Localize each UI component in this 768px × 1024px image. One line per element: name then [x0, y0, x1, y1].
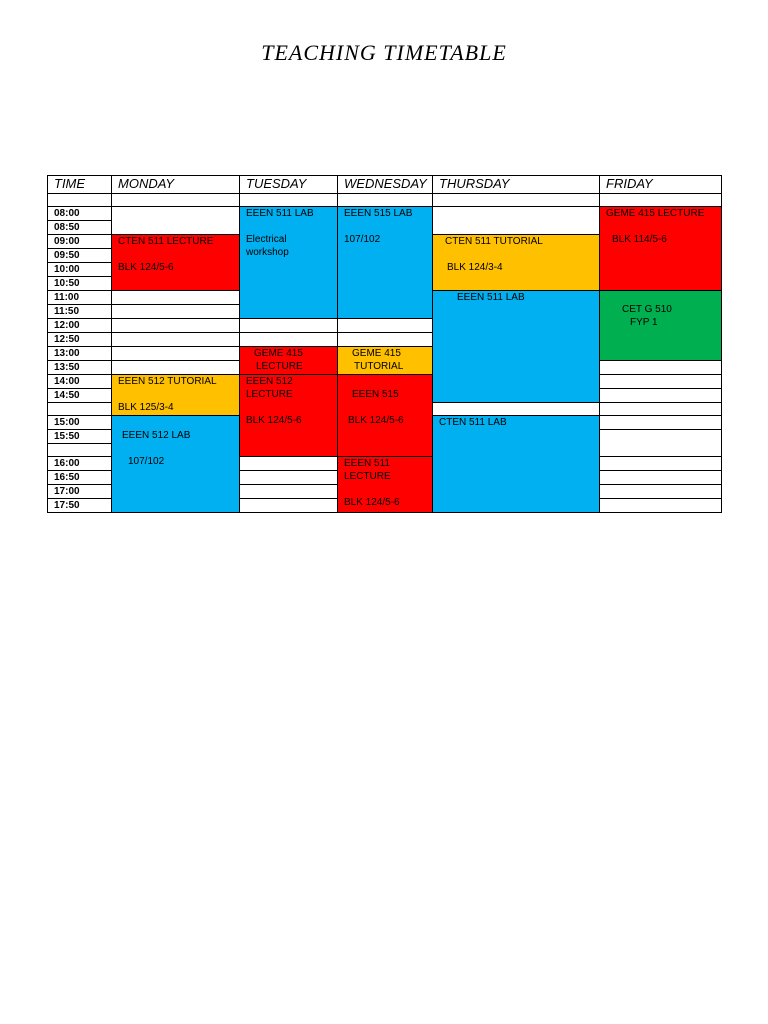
time-cell: 13:00 [48, 347, 112, 361]
mon-cten511-lecture: CTEN 511 LECTURE BLK 124/5-6 [112, 235, 240, 291]
wed-een511-lecture: EEEN 511 LECTURE BLK 124/5-6 [338, 457, 433, 513]
fri-cetg510-fyp: CET G 510 FYP 1 [600, 291, 722, 361]
header-time: TIME [48, 176, 112, 194]
thu-een511-lab: EEEN 511 LAB [433, 291, 600, 403]
page-title: TEACHING TIMETABLE [261, 40, 507, 65]
wed-geme415-tutorial: GEME 415 TUTORIAL [338, 347, 433, 375]
time-cell: 12:50 [48, 333, 112, 347]
time-cell: 11:00 [48, 291, 112, 305]
header-monday: MONDAY [112, 176, 240, 194]
header-wednesday: WEDNESDAY [338, 176, 433, 194]
time-cell: 09:00 [48, 235, 112, 249]
time-cell: 16:50 [48, 471, 112, 485]
thu-cten511-lab: CTEN 511 LAB [433, 416, 600, 513]
header-tuesday: TUESDAY [240, 176, 338, 194]
fri-geme415-lecture: GEME 415 LECTURE BLK 114/5-6 [600, 207, 722, 291]
header-thursday: THURSDAY [433, 176, 600, 194]
time-cell: 15:50 [48, 430, 112, 444]
time-cell: 14:00 [48, 375, 112, 389]
time-row [48, 375, 722, 389]
time-cell: 08:00 [48, 207, 112, 221]
spacer-row [48, 194, 722, 207]
mon-een512-tutorial: EEEN 512 TUTORIAL BLK 125/3-4 [112, 375, 240, 416]
time-cell: 10:00 [48, 263, 112, 277]
time-row [48, 207, 722, 221]
time-cell: 17:50 [48, 499, 112, 513]
wed-een515-lecture: EEEN 515 BLK 124/5-6 [338, 375, 433, 457]
tue-een511-lab: EEEN 511 LAB Electrical workshop [240, 207, 338, 319]
time-cell: 09:50 [48, 249, 112, 263]
header-friday: FRIDAY [600, 176, 722, 194]
time-cell: 11:50 [48, 305, 112, 319]
time-cell: 13:50 [48, 361, 112, 375]
timetable [47, 175, 722, 513]
tue-geme415-lecture: GEME 415 LECTURE [240, 347, 338, 375]
mon-een512-lab: EEEN 512 LAB 107/102 [112, 416, 240, 513]
thu-cten511-tutorial: CTEN 511 TUTORIAL BLK 124/3-4 [433, 235, 600, 291]
time-cell: 12:00 [48, 319, 112, 333]
wed-een515-lab: EEEN 515 LAB 107/102 [338, 207, 433, 319]
time-cell: 15:00 [48, 416, 112, 430]
time-cell: 14:50 [48, 389, 112, 403]
time-cell: 17:00 [48, 485, 112, 499]
time-cell: 10:50 [48, 277, 112, 291]
time-cell: 08:50 [48, 221, 112, 235]
header-row [48, 176, 722, 194]
time-cell: 16:00 [48, 457, 112, 471]
tue-een512-lecture: EEEN 512 LECTURE BLK 124/5-6 [240, 375, 338, 457]
